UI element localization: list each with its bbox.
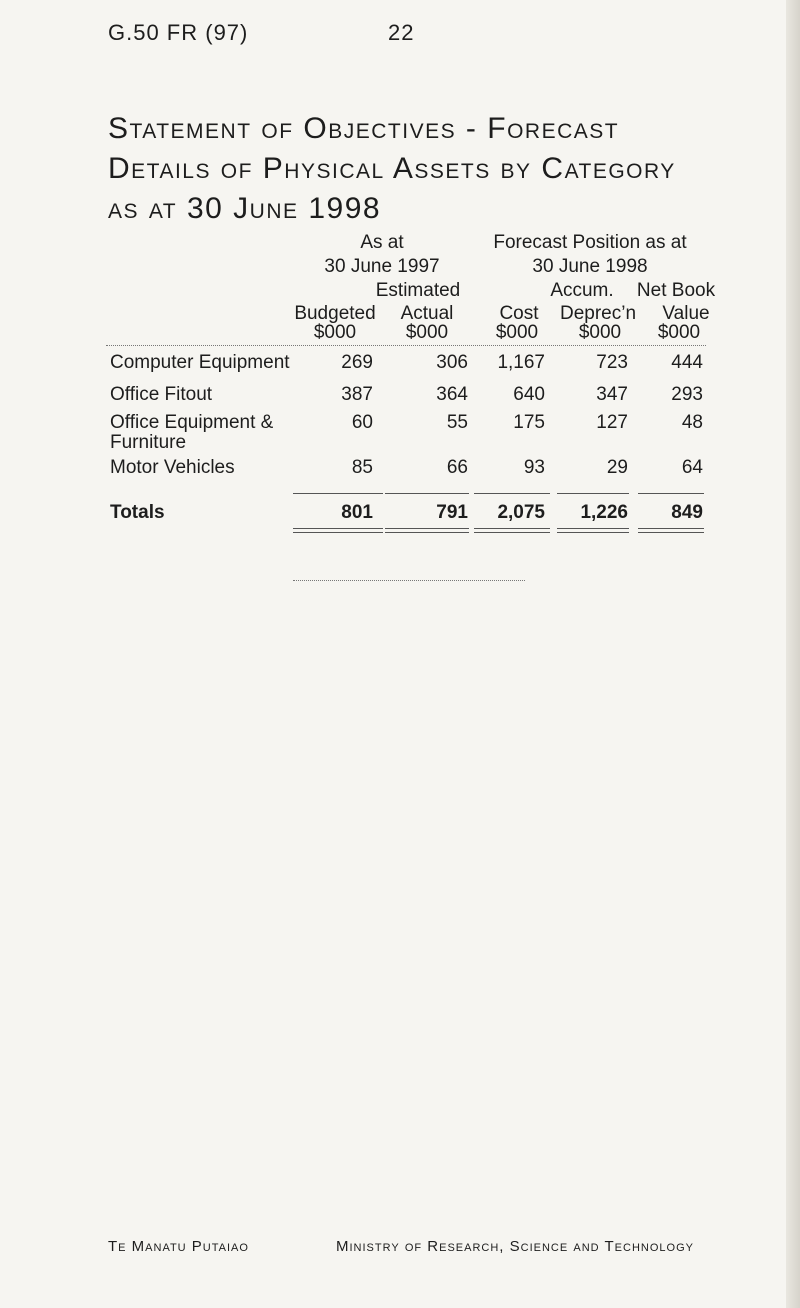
- cell-deprec: 127: [596, 412, 628, 433]
- col-header-budgeted: Budgeted: [294, 303, 376, 324]
- row-label-continued: Furniture: [110, 432, 187, 453]
- footer-left: Te Manatu Putaiao: [108, 1238, 249, 1255]
- unit-cost: $000: [495, 322, 539, 343]
- cell-budgeted: 387: [341, 384, 373, 405]
- unit-nbv: $000: [657, 322, 701, 343]
- col-header-estimated: Estimated: [375, 280, 461, 301]
- row-label: Office Fitout: [110, 384, 213, 405]
- col-header-value: Value: [662, 303, 710, 324]
- end-rule: [293, 580, 525, 581]
- col-header-deprec: Deprec’n: [559, 303, 637, 324]
- subtotal-rule: [474, 493, 550, 494]
- title-line-3: as at 30 June 1998: [108, 192, 382, 225]
- cell-cost: 175: [513, 412, 545, 433]
- total-cost: 2,075: [497, 502, 545, 523]
- subtotal-rule: [293, 493, 383, 494]
- col-header-net-book: Net Book: [636, 280, 716, 301]
- total-actual: 791: [436, 502, 468, 523]
- unit-deprec: $000: [578, 322, 622, 343]
- group-header-1997-line2: 30 June 1997: [324, 256, 440, 277]
- cell-actual: 364: [436, 384, 468, 405]
- page-edge: [786, 0, 800, 1308]
- total-rule: [474, 528, 550, 529]
- document-reference: G.50 FR (97): [108, 20, 249, 45]
- cell-actual: 66: [446, 457, 468, 478]
- footer-right: Ministry of Research, Science and Technology: [336, 1238, 694, 1255]
- total-rule: [293, 528, 383, 529]
- cell-actual: 306: [436, 352, 468, 373]
- unit-budgeted: $000: [313, 322, 357, 343]
- cell-deprec: 29: [606, 457, 628, 478]
- title-line-2: Details of Physical Assets by Category: [108, 152, 676, 185]
- total-deprec: 1,226: [580, 502, 628, 523]
- total-rule: [385, 528, 469, 529]
- subtotal-rule: [557, 493, 629, 494]
- total-rule: [638, 528, 704, 529]
- group-header-1997-line1: As at: [360, 232, 404, 253]
- row-label: Office Equipment &: [110, 412, 274, 433]
- total-nbv: 849: [671, 502, 703, 523]
- unit-actual: $000: [405, 322, 449, 343]
- cell-actual: 55: [446, 412, 468, 433]
- subtotal-rule: [385, 493, 469, 494]
- cell-cost: 640: [513, 384, 545, 405]
- total-budgeted: 801: [341, 502, 373, 523]
- total-rule: [385, 532, 469, 533]
- cell-nbv: 293: [671, 384, 703, 405]
- group-header-1998-line2: 30 June 1998: [532, 256, 648, 277]
- cell-deprec: 347: [596, 384, 628, 405]
- total-rule: [557, 532, 629, 533]
- row-label: Motor Vehicles: [110, 457, 235, 478]
- cell-nbv: 444: [671, 352, 703, 373]
- title-line-1: Statement of Objectives - Forecast: [108, 112, 620, 145]
- total-rule: [293, 532, 383, 533]
- total-rule: [638, 532, 704, 533]
- cell-budgeted: 60: [351, 412, 373, 433]
- totals-label: Totals: [110, 502, 165, 523]
- cell-budgeted: 269: [341, 352, 373, 373]
- total-rule: [557, 528, 629, 529]
- col-header-accum: Accum.: [550, 280, 614, 301]
- cell-nbv: 48: [681, 412, 703, 433]
- cell-cost: 1,167: [497, 352, 545, 373]
- page-number: 22: [388, 20, 415, 45]
- header-rule: [106, 345, 706, 346]
- cell-budgeted: 85: [351, 457, 373, 478]
- col-header-actual: Actual: [400, 303, 454, 324]
- group-header-1998-line1: Forecast Position as at: [493, 232, 687, 253]
- cell-cost: 93: [523, 457, 545, 478]
- col-header-cost: Cost: [499, 303, 539, 324]
- row-label: Computer Equipment: [110, 352, 290, 373]
- total-rule: [474, 532, 550, 533]
- cell-deprec: 723: [596, 352, 628, 373]
- cell-nbv: 64: [681, 457, 703, 478]
- subtotal-rule: [638, 493, 704, 494]
